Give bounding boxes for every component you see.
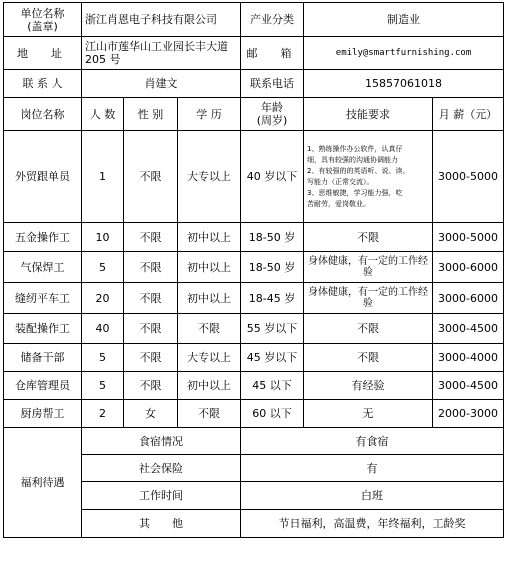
job-row [4, 131, 504, 223]
job-salary: 3000-4500 [433, 372, 504, 400]
benefit-name: 社会保险 [82, 455, 241, 482]
job-row [4, 314, 504, 344]
header-skills: 技能要求 [304, 98, 433, 131]
job-age: 60 以下 [241, 400, 304, 428]
job-position: 厨房帮工 [4, 400, 82, 428]
job-skills: 有经验 [304, 372, 433, 400]
benefit-row [4, 428, 504, 455]
job-salary: 2000-3000 [433, 400, 504, 428]
job-education: 不限 [178, 400, 241, 428]
skills-line: 细，具有较强的沟通协调能力 [307, 155, 399, 164]
job-count: 20 [82, 283, 124, 314]
benefits-label: 福利待遇 [4, 428, 82, 538]
skills-line: 苦耐劳，爱岗敬业。 [307, 199, 371, 208]
job-age: 18-50 岁 [241, 223, 304, 252]
job-count: 10 [82, 223, 124, 252]
job-position: 储备干部 [4, 344, 82, 372]
email-value: emily@smartfurnishing.com [304, 37, 504, 70]
benefit-value: 有食宿 [241, 428, 504, 455]
job-row [4, 223, 504, 252]
job-salary: 3000-6000 [433, 283, 504, 314]
benefit-name: 工作时间 [82, 482, 241, 510]
job-salary: 3000-4000 [433, 344, 504, 372]
header-age: 年龄 (周岁) [241, 98, 304, 131]
job-education: 初中以上 [178, 283, 241, 314]
header-position: 岗位名称 [4, 98, 82, 131]
email-label: 邮 箱 [241, 37, 304, 70]
benefit-value: 有 [241, 455, 504, 482]
phone-value: 15857061018 [304, 70, 504, 98]
header-count: 人 数 [82, 98, 124, 131]
job-age: 18-50 岁 [241, 252, 304, 283]
header-education: 学 历 [178, 98, 241, 131]
job-skills [304, 131, 433, 223]
address-value: 江山市莲华山工业园长丰大道 205 号 [82, 37, 241, 70]
contact-label: 联 系 人 [4, 70, 82, 98]
job-gender: 不限 [124, 252, 178, 283]
job-position: 仓库管理员 [4, 372, 82, 400]
recruitment-table [3, 2, 504, 538]
benefit-value: 节日福利，高温费，年终福利，工龄奖 [241, 510, 504, 538]
job-position: 缝纫平车工 [4, 283, 82, 314]
header-salary: 月 薪（元） [433, 98, 504, 131]
job-gender: 不限 [124, 131, 178, 223]
contact-value: 肖建文 [82, 70, 241, 98]
industry-value: 制造业 [304, 3, 504, 37]
skills-line: 写能力（正常交流）。 [307, 177, 374, 186]
job-count: 5 [82, 252, 124, 283]
job-count: 2 [82, 400, 124, 428]
job-row [4, 283, 504, 314]
job-count: 5 [82, 344, 124, 372]
job-salary: 3000-4500 [433, 314, 504, 344]
job-gender: 不限 [124, 344, 178, 372]
company-row-1 [4, 3, 504, 37]
job-age: 18-45 岁 [241, 283, 304, 314]
job-skills: 不限 [304, 223, 433, 252]
job-education: 初中以上 [178, 372, 241, 400]
job-salary: 3000-6000 [433, 252, 504, 283]
job-education: 大专以上 [178, 131, 241, 223]
skills-line: 2、有较强的的英语听、说、读、 [307, 166, 410, 175]
job-skills: 不限 [304, 314, 433, 344]
job-age: 55 岁以下 [241, 314, 304, 344]
job-skills: 身体健康，有一定的工作经验 [304, 252, 433, 283]
job-education: 不限 [178, 314, 241, 344]
unit-name-value: 浙江肖恩电子科技有限公司 [82, 3, 241, 37]
benefit-name: 食宿情况 [82, 428, 241, 455]
job-age: 40 岁以下 [241, 131, 304, 223]
job-gender: 不限 [124, 314, 178, 344]
job-gender: 女 [124, 400, 178, 428]
job-count: 40 [82, 314, 124, 344]
job-position: 外贸跟单员 [4, 131, 82, 223]
job-salary: 3000-5000 [433, 223, 504, 252]
job-skills: 无 [304, 400, 433, 428]
job-education: 大专以上 [178, 344, 241, 372]
job-count: 1 [82, 131, 124, 223]
job-education: 初中以上 [178, 223, 241, 252]
benefit-name: 其 他 [82, 510, 241, 538]
job-row [4, 252, 504, 283]
job-skills: 身体健康，有一定的工作经验 [304, 283, 433, 314]
job-row [4, 344, 504, 372]
header-gender: 性 别 [124, 98, 178, 131]
unit-name-label: 单位名称 (盖章) [4, 3, 82, 37]
job-education: 初中以上 [178, 252, 241, 283]
job-row [4, 372, 504, 400]
job-skills: 不限 [304, 344, 433, 372]
job-salary: 3000-5000 [433, 131, 504, 223]
benefit-value: 白班 [241, 482, 504, 510]
company-row-2 [4, 37, 504, 70]
job-gender: 不限 [124, 223, 178, 252]
header-row [4, 98, 504, 131]
phone-label: 联系电话 [241, 70, 304, 98]
skills-line: 3、思维敏捷，学习能力强，吃 [307, 188, 403, 197]
job-position: 气保焊工 [4, 252, 82, 283]
job-count: 5 [82, 372, 124, 400]
job-age: 45 以下 [241, 372, 304, 400]
job-position: 装配操作工 [4, 314, 82, 344]
job-position: 五金操作工 [4, 223, 82, 252]
job-gender: 不限 [124, 372, 178, 400]
job-age: 45 岁以下 [241, 344, 304, 372]
job-gender: 不限 [124, 283, 178, 314]
industry-label: 产业分类 [241, 3, 304, 37]
skills-line: 1、熟练操作办公软件，认真仔 [307, 144, 403, 153]
company-row-3 [4, 70, 504, 98]
job-row [4, 400, 504, 428]
address-label: 地 址 [4, 37, 82, 70]
